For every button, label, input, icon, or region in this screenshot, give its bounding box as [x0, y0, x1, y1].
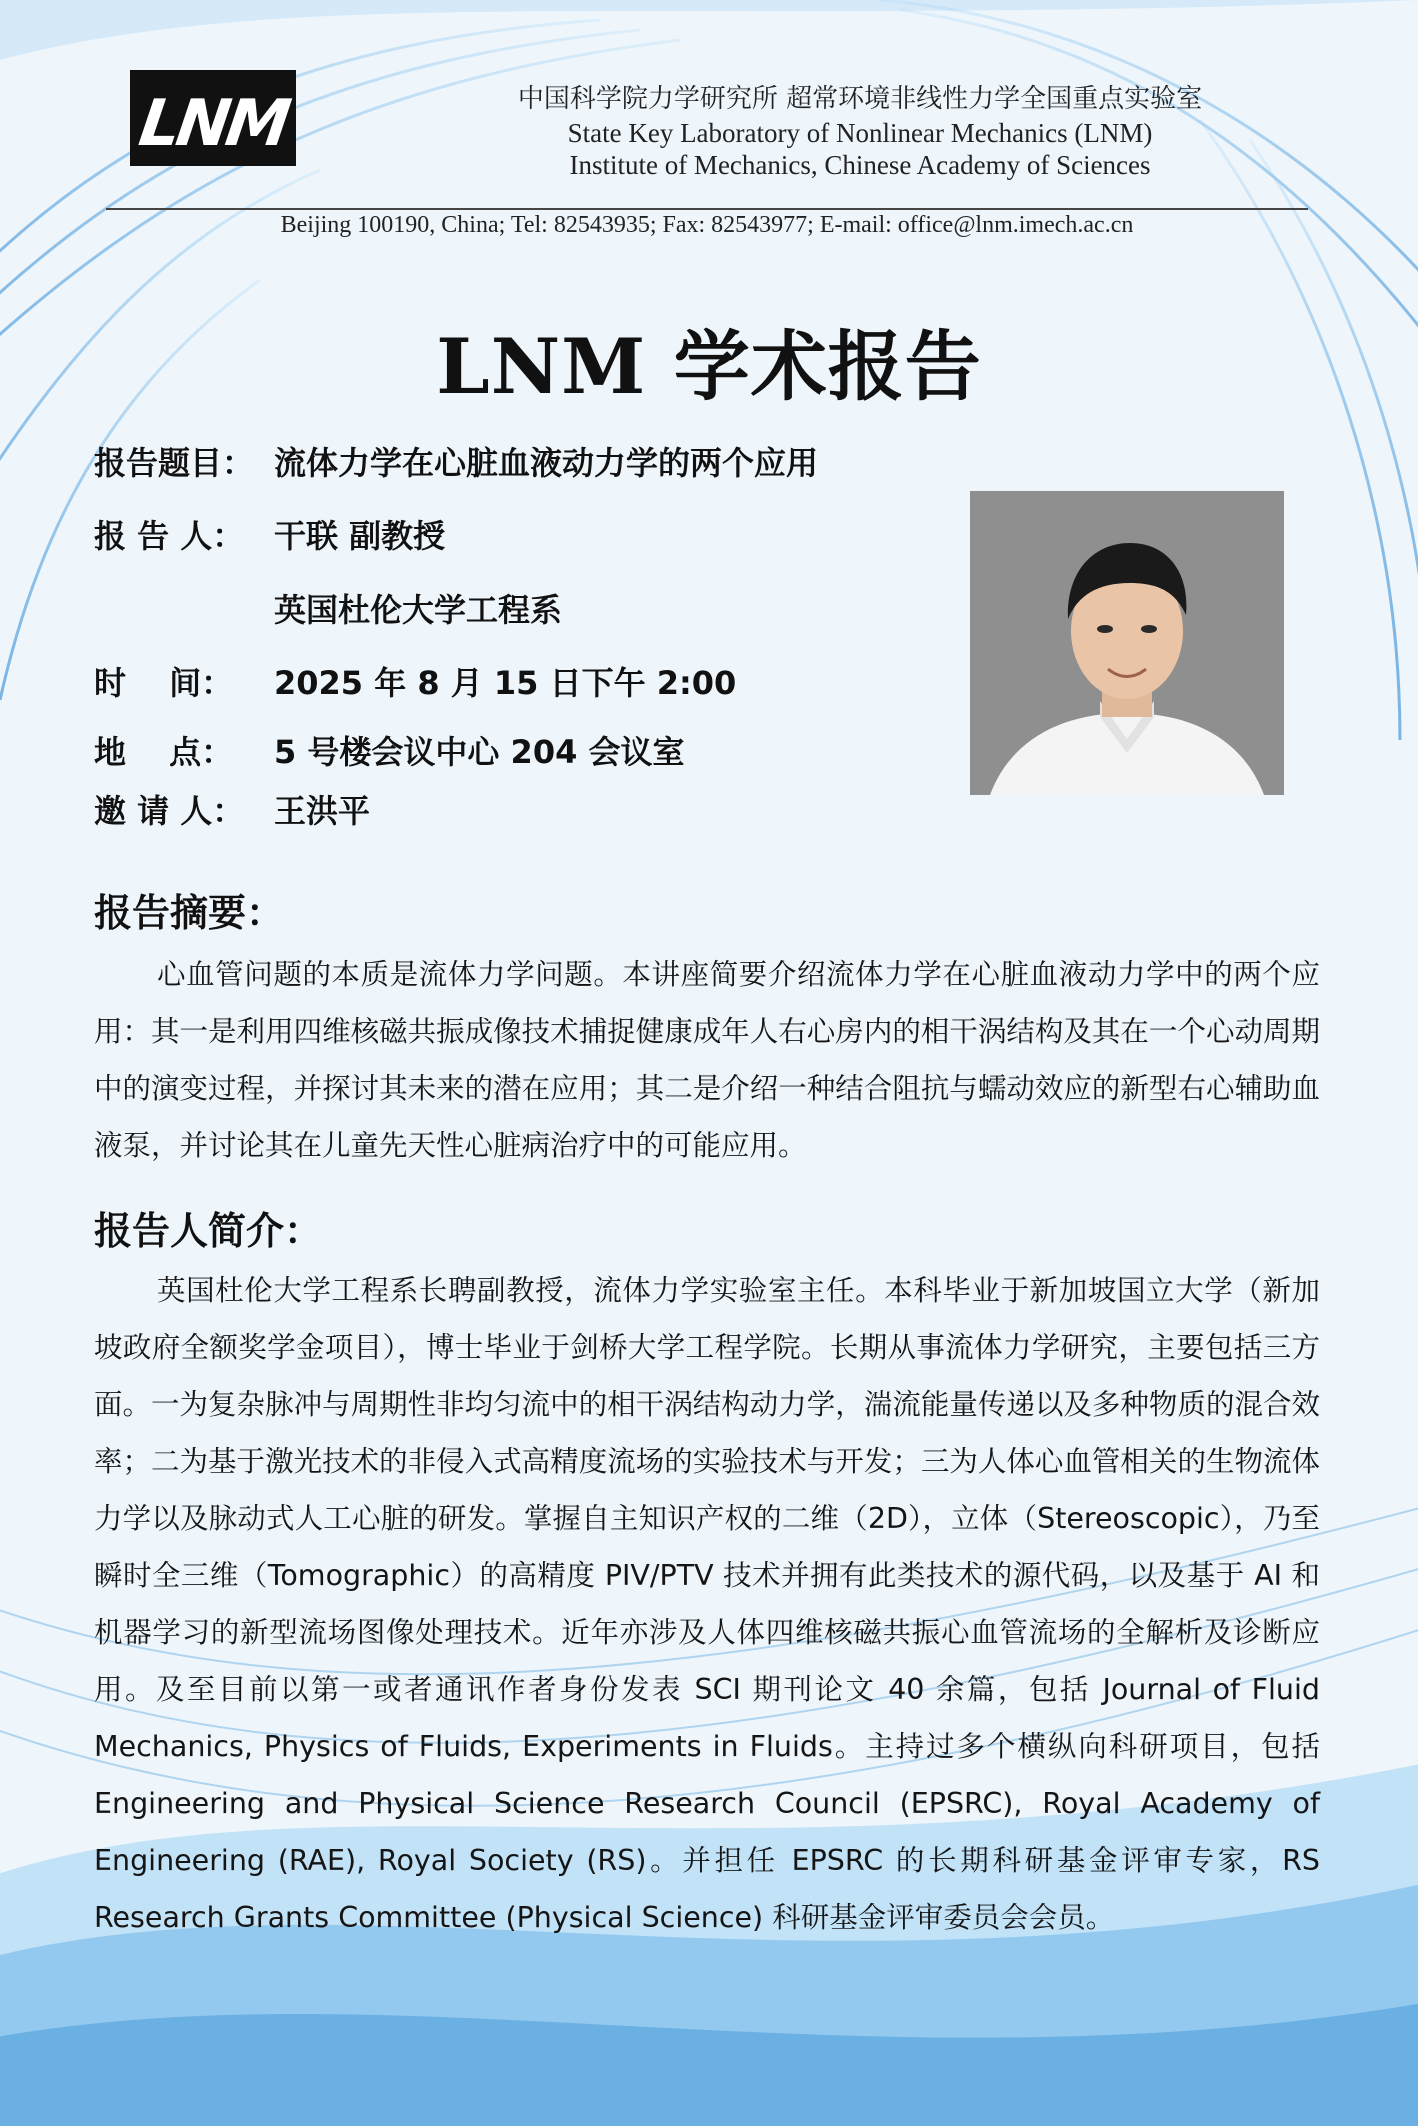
place-label: 地 点：: [94, 733, 234, 771]
speaker-portrait-icon: [970, 491, 1284, 795]
host-label: 邀 请 人：: [94, 792, 245, 830]
place-value: 5 号楼会议中心 204 会议室: [274, 733, 685, 771]
place-row: [94, 727, 685, 773]
time-label: 时 间：: [94, 664, 234, 702]
abstract-heading: 报告摘要：: [94, 891, 285, 935]
bio-heading: 报告人简介：: [94, 1209, 323, 1253]
speaker-row: [94, 511, 445, 557]
speaker-photo: [970, 491, 1284, 795]
bio-text: 英国杜伦大学工程系长聘副教授，流体力学实验室主任。本科毕业于新加坡国立大学（新加坡政府全额奖学金项目），博士毕业于剑桥大学工程学院。长期从事流体力学研究，主要包括三方面。一为复杂脉冲与周期性非均匀流中的相干涡结构动力学，湍流能量传递以及多种物质的混合效率；二为基于激光技术的非侵入式高精度流场的实验技术与开发；三为人体心血管相关的生物流体力学以及脉动式人工心脏的研发。掌握自主知识产权的二维（2D），立体（Stereoscopic），乃至瞬时全三维（Tomographic）的高精度 PIV/PTV 技术并拥有此类技术的源代码，以及基于 AI 和机器学习的新型流场图像处理技术。近年亦涉及人体四维核磁共振心血管流场的全解析及诊断应用。及至目前以第一或者通讯作者身份发表 SCI 期刊论文 40 余篇，包括 Journal of Fluid Mechanics, Physics of Fluids, Experiments in Fluids。主持过多个横纵向科研项目，包括 Engineering and Physical Science Research Council (EPSRC), Royal Academy of Engineering (RAE), Royal Society (RS)。并担任 EPSRC 的长期科研基金评审专家，RS Research Grants Committee (Physical Science) 科研基金评审委员会会员。: [94, 1274, 1320, 1934]
host-value: 王洪平: [274, 792, 371, 830]
affiliation: 英国杜伦大学工程系: [274, 591, 563, 629]
topic-row: [94, 438, 818, 484]
page-title: LNM 学术报告: [436, 322, 982, 411]
abstract-text: 心血管问题的本质是流体力学问题。本讲座简要介绍流体力学在心脏血液动力学中的两个应用：其一是利用四维核磁共振成像技术捕捉健康成年人右心房内的相干涡结构及其在一个心动周期中的演变过程，并探讨其未来的潜在应用；其二是介绍一种结合阻抗与蠕动效应的新型右心辅助血液泵，并讨论其在儿童先天性心脏病治疗中的可能应用。: [94, 958, 1320, 1162]
header-divider: [106, 208, 1308, 210]
org-name-chinese: 中国科学院力学研究所 超常环境非线性力学全国重点实验室: [517, 84, 1203, 114]
contact-info: Beijing 100190, China; Tel: 82543935; Fax: 82543977; E-mail: office@lnm.imech.ac.cn: [280, 212, 1134, 238]
time-value: 2025 年 8 月 15 日下午 2:00: [274, 664, 737, 702]
host-row: [94, 786, 370, 832]
topic-value: 流体力学在心脏血液动力学的两个应用: [274, 444, 819, 482]
lnm-logo: LNM: [130, 70, 296, 166]
time-row: [94, 658, 736, 704]
topic-label: 报告题目：: [94, 444, 255, 482]
org-name-english-line2: Institute of Mechanics, Chinese Academy of Sciences: [569, 150, 1151, 180]
speaker-label: 报 告 人：: [94, 517, 245, 555]
speaker-value: 干联 副教授: [274, 517, 446, 555]
org-name-english-line1: State Key Laboratory of Nonlinear Mechanics (LNM): [567, 118, 1153, 148]
